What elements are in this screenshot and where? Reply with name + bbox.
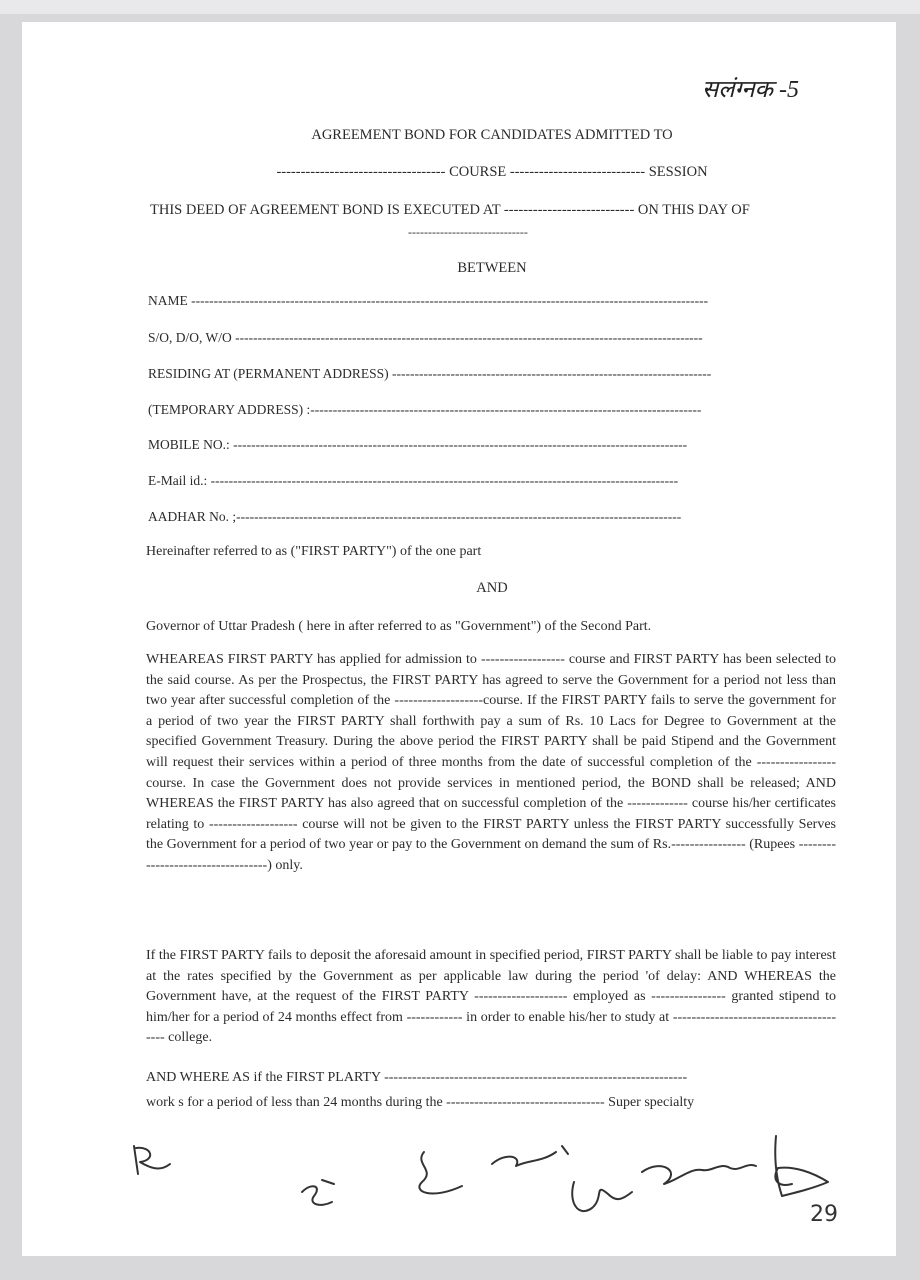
signature-2 xyxy=(302,1180,334,1205)
hereinafter-text: Hereinafter referred to as ("FIRST PARTY") of the one part xyxy=(146,544,482,559)
top-bar xyxy=(0,0,920,14)
signature-5 xyxy=(572,1165,756,1211)
governor-text: Governor of Uttar Pradesh ( here in after referred to as "Government") of the Second Part. xyxy=(146,619,652,634)
page-number: 29 xyxy=(810,1202,838,1227)
handwritten-annotation: सलंग्नक -5 xyxy=(702,77,799,103)
paragraph-whereas: WHEAREAS FIRST PARTY has applied for admission to ------------------ course and FIRST PARTY has been selected to the said course. As per the Prospectus, the FIRST PARTY has agreed to serve the Government for a period not less than two year after successful completion of the -------------------course. If the FIRST PARTY fails to serve the government for a period of two year the FIRST PARTY shall forthwith pay a sum of Rs. 10 Lacs for Degree to Government at the specified Government Treasury. During the above period the FIRST PARTY shall be paid Stipend and the Government will request their services within a period of three months from the date of successful completion of the ----------------- course. In case the Government does not provide services in mentioned period, the BOND shall be released; AND WHEREAS the FIRST PARTY has also agreed that on successful completion of the ------------- course his/her certificates relating to ------------------- course will not be given to the FIRST PARTY unless the FIRST PARTY successfully Serves the Government for a period of two year or pay to the Government on demand the sum of Rs.---------------- (Rupees ----------------------------------) only. xyxy=(146,652,836,873)
signatures xyxy=(22,22,896,1256)
field-name: NAME ------------------------------------------------------------------------------------------------------------------- xyxy=(148,293,709,308)
title-line-2: ----------------------------------- COURSE ---------------------------- SESSION xyxy=(276,164,708,180)
deed-line-2: ------------------------------ xyxy=(408,225,528,239)
title-line-1: AGREEMENT BOND FOR CANDIDATES ADMITTED TO xyxy=(311,127,673,143)
signature-4 xyxy=(492,1146,568,1166)
signature-3 xyxy=(419,1152,462,1194)
deed-line-1: THIS DEED OF AGREEMENT BOND IS EXECUTED AT --------------------------- ON THIS DAY OF xyxy=(150,202,750,218)
paragraph-where-as-line-1: AND WHERE AS if the FIRST PLARTY ----------------------------------------------------------------- xyxy=(146,1070,688,1085)
paragraph-where-as-line-2: work s for a period of less than 24 months during the ---------------------------------- Super specialty xyxy=(146,1095,695,1110)
signature-6 xyxy=(775,1136,828,1196)
field-email: E-Mail id.: -------------------------------------------------------------------------------------------------------- xyxy=(148,473,679,488)
field-mobile: MOBILE NO.: ----------------------------------------------------------------------------------------------------- xyxy=(148,437,688,452)
and-heading: AND xyxy=(476,580,508,596)
signature-1 xyxy=(134,1146,170,1174)
document-page xyxy=(22,22,896,1256)
field-relation: S/O, D/O, W/O -------------------------------------------------------------------------------------------------------- xyxy=(148,330,703,345)
field-temporary-address: (TEMPORARY ADDRESS) :--------------------------------------------------------------------------------------- xyxy=(148,402,702,417)
between-heading: BETWEEN xyxy=(457,260,527,276)
paragraph-interest: If the FIRST PARTY fails to deposit the aforesaid amount in specified period, FIRST PARTY shall be liable to pay interest at the rates specified by the Government as per applicable law during the period 'of delay: AND WHEREAS the Government have, at the request of the FIRST PARTY -------------------- employed as ---------------- granted stipend to him/her for a period of 24 months effect from ------------ in order to enable his/her to study at --------------------------------------- college. xyxy=(146,948,836,1046)
field-aadhar: AADHAR No. ;--------------------------------------------------------------------------------------------------- xyxy=(148,509,682,524)
field-permanent-address: RESIDING AT (PERMANENT ADDRESS) ----------------------------------------------------------------------- xyxy=(148,366,712,381)
